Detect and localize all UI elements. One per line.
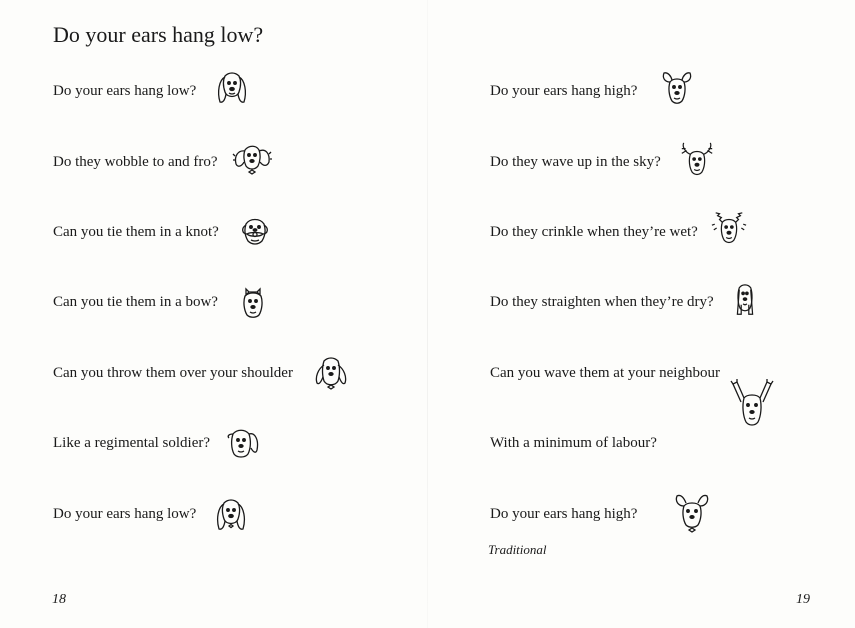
right-line-6: With a minimum of labour? (490, 435, 657, 451)
left-line-5: Can you throw them over your shoulder (53, 365, 293, 381)
right-line-2: Do they wave up in the sky? (490, 154, 661, 170)
dog-ears-straight-icon (728, 282, 762, 320)
dog-ears-wobble-icon (232, 142, 272, 180)
dog-ears-over-shoulder-icon (312, 355, 350, 393)
left-line-1: Do your ears hang low? (53, 83, 197, 99)
right-line-1: Do your ears hang high? (490, 83, 638, 99)
page-number-right: 19 (796, 592, 810, 607)
page-gutter (427, 0, 428, 628)
left-line-3: Can you tie them in a knot? (53, 224, 219, 240)
attribution: Traditional (488, 542, 547, 557)
right-line-3: Do they crinkle when they’re wet? (490, 224, 698, 240)
right-line-4: Do they straighten when they’re dry? (490, 294, 714, 310)
left-line-7: Do your ears hang low? (53, 506, 197, 522)
page-number-left: 18 (52, 592, 66, 607)
dog-ears-high-icon (672, 492, 712, 534)
dog-ears-crinkle-icon (708, 209, 750, 247)
right-line-5: Can you wave them at your neighbour (490, 365, 720, 381)
dog-ears-soldier-icon (223, 426, 261, 464)
poem-title: Do your ears hang low? (53, 22, 264, 47)
dog-ears-bow-icon (236, 284, 270, 322)
dog-ears-wave-icon (677, 141, 717, 179)
right-line-7: Do your ears hang high? (490, 506, 638, 522)
dog-ears-waving-neighbour-icon (729, 378, 775, 432)
dog-ears-low-icon (215, 70, 249, 108)
dog-ears-knot-icon (238, 214, 272, 252)
dog-ears-high-icon (660, 70, 694, 108)
left-line-4: Can you tie them in a bow? (53, 294, 218, 310)
left-line-6: Like a regimental soldier? (53, 435, 211, 451)
dog-ears-low-icon (214, 497, 248, 535)
left-line-2: Do they wobble to and fro? (53, 154, 218, 170)
